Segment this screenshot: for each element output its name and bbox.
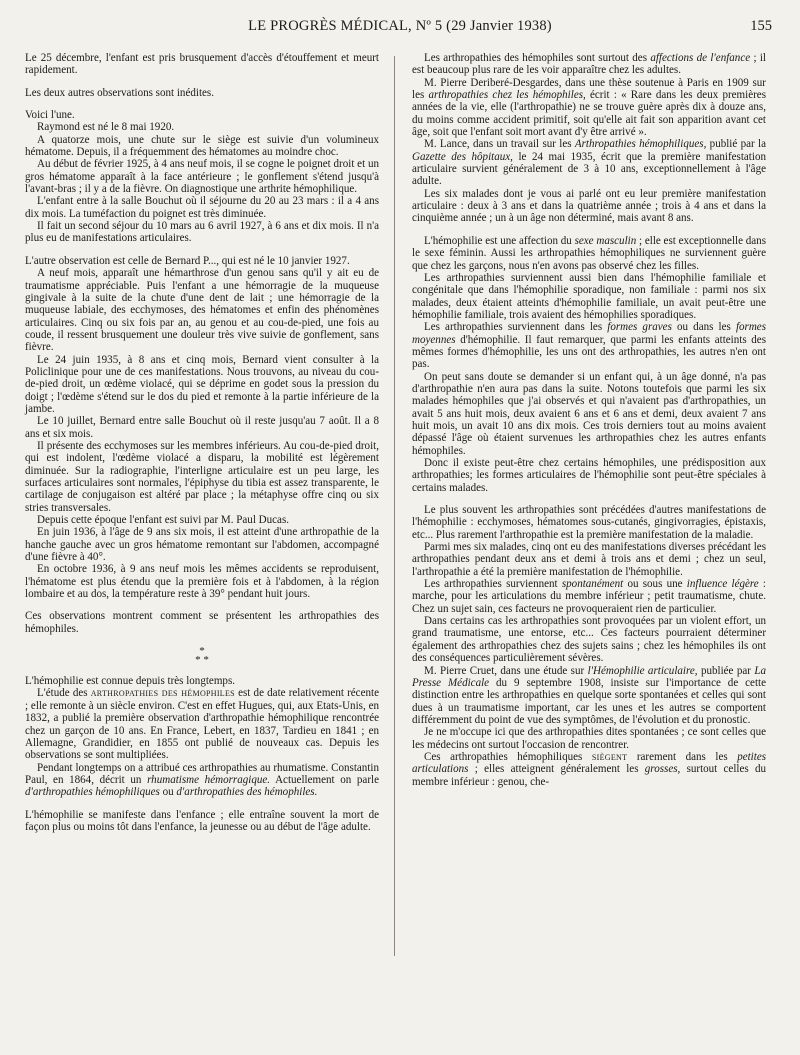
page-number: 155 — [750, 18, 772, 34]
paragraph: Donc il existe peut-être chez certains hémophiles, une prédisposition aux arthropathies; les formes articulaires de l'hémophilie sont peut-être spéciales à certains malades. — [412, 457, 766, 494]
text-run: publiée par — [700, 664, 751, 677]
paragraph: En octobre 1936, à 9 ans neuf mois les mêmes accidents se reproduisent, l'hématome est plus étendu que la première fois et à l'abdomen, à la région lombaire et au dos, la température reste à 39° pendant huit jours. — [25, 563, 379, 601]
text-run: Les arthropathies des hémophiles sont surtout des — [424, 52, 648, 64]
paragraph: L'hémophilie se manifeste dans l'enfance ; elle entraîne souvent la mort de façon plus ou moins tôt dans l'enfance, la jeunesse ou au début de l'âge adulte. — [25, 808, 379, 833]
paragraph: Le 24 juin 1935, à 8 ans et cinq mois, Bernard vient consulter à la Policlinique pour une de ces manifestations. Nous trouvons, au niveau du cou-de-pied droit, un œdème violacé, qui se déprime en godet sous la pression du doigt ; l'œdème s'étend sur le dos du pied et remonte à la partie inférieure de la jambe. — [25, 353, 379, 415]
text-run: Les arthropathies surviennent — [424, 578, 558, 591]
paragraph: En juin 1936, à l'âge de 9 ans six mois, il est atteint d'une arthropathie de la hanche gauche avec un gros hématome remontant sur l'abdomen, accompagné d'une fièvre à 40°. — [25, 526, 379, 564]
left-column — [25, 52, 379, 833]
paragraph: Depuis cette époque l'enfant est suivi par M. Paul Ducas. — [37, 514, 290, 527]
italic-term: affections de l'enfance — [650, 52, 751, 64]
paragraph: A quatorze mois, une chute sur le siège est suivie d'un volumineux hématome. Depuis, il a fréquemment des hématomes au moindre choc. — [25, 133, 379, 159]
paragraph — [412, 77, 766, 139]
text-run: ; elles atteignent généralement les — [474, 763, 639, 776]
text-run: est de date relativement récente ; elle remonte à un siècle environ. C'est en effet Hugues, qui, aux Etats-Unis, en 1832, a publié la première observation d'arthropathie hémophilique rencontrée chez un garçon de 10 ans. En France, Lebert, en 1837, Tardieu en 1841 ; en Allemagne, Grandidier, en 1855 ont publié de nouveaux cas. Depuis les observations se sont multipliées. — [25, 687, 379, 762]
paragraph: Les six malades dont je vous ai parlé ont eu leur première manifestation articulaire : deux à 3 ans et dans la quatrième année ; trois à 4 ans et dans la cinquième année ; un à un âge non déterminé, mais avant 8 ans. — [412, 187, 766, 225]
italic-term: arthropathies chez les hémophiles, — [428, 89, 586, 102]
text-run: Actuellement on parle — [275, 773, 379, 786]
italic-term: petites articulations — [412, 750, 767, 776]
paragraph — [412, 578, 766, 615]
italic-term: d'arthropathies des hémophiles. — [176, 786, 318, 799]
text-run: Les arthropathies surviennent dans les — [424, 321, 603, 334]
paragraph: Le 25 décembre, l'enfant est pris brusquement d'accès d'étouffement et meurt rapidement. — [25, 52, 379, 77]
paragraph: Le plus souvent les arthropathies sont précédées d'autres manifestations de l'hémophilie : ecchymoses, hématomes sous-cutanés, gingivorragies, épistaxis, etc... Plus rarement l'arthropathie est la première manifestation de la maladie. — [412, 504, 766, 541]
paragraph: Les arthropathies surviennent aussi bien dans l'hémophilie familiale et congénitale que dans l'hémophilie sporadique, non familiale : parmi nos six malades, deux étaient atteints d'hémophilie familiale, un avait peut-être une hémophilie familiale, trois avaient des hémophilies sporadiques. — [412, 271, 766, 321]
text-run: ; elle est exceptionnelle dans le sexe féminin. Aussi les arthropathies hémophiliques ne surviennent guère que chez les garçons, nous n'en avons pas observé chez les filles. — [412, 234, 767, 272]
paragraph: On peut sans doute se demander si un enfant qui, à un âge donné, n'a pas d'arthropathie n'en aura pas dans la suite. Notons toutefois que parmi les six malades hémophiles que j'ai observés et qui n'avaient pas d'arthropathies, un avait 5 ans huit mois, deux avaient 6 ans et 6 ans et demi, deux avaient 7 ans huit mois, un avait 10 ans dix mois. Ces trois derniers tout au moins avaient dépassé l'âge où étaient survenues les arthropathies chez les autres enfants hémophiles. — [412, 370, 766, 457]
separator-stars: * * — [195, 654, 209, 667]
italic-term: spontanément — [561, 578, 624, 591]
text-run: M. Pierre Cruet, dans une étude sur — [424, 664, 585, 677]
paragraph: Dans certains cas les arthropathies sont provoquées par un violent effort, un grand traumatisme, une entorse, etc... Ces facteurs pourraient déterminer également des arthropathies chez des sujets sains ; chez les hémophiles ils ont des conséquences particulièrement sévères. — [412, 615, 766, 665]
paragraph — [25, 687, 379, 761]
paragraph: Raymond est né le 8 mai 1920. — [37, 121, 175, 134]
paragraph: L'enfant entre à la salle Bouchut où il séjourne du 20 au 23 mars : il a 4 ans dix mois. La tuméfaction du poignet est très diminuée. — [25, 195, 379, 220]
paragraph: Les deux autres observations sont inédites. — [25, 86, 214, 99]
page-header — [24, 18, 776, 40]
paragraph: A neuf mois, apparaît une hémarthrose d'un genou sans qu'il y ait eu de traumatisme appréciable. Puis l'enfant a une hémorragie de la muqueuse gingivale à la suite de la chute d'une dent de lait ; une hémorragie de la muqueuse labiale, des ecchymoses, des hématomes et enfin des phénomènes articulaires. Cinq ou six fois par an, au genou et au cou-de-pied, une fois au coude, il ressent brusquement une douleur très vive suivie de gonflement, sans fièvre. — [25, 267, 379, 354]
italic-term: Gazette des hôpitaux, — [412, 150, 513, 163]
italic-term: formes moyennes — [412, 321, 767, 346]
text-run: rarement dans les — [636, 750, 728, 763]
italic-term: l'Hémophilie articulaire, — [587, 664, 698, 677]
paragraph: Il présente des ecchymoses sur les membres inférieurs. Au cou-de-pied droit, qui est indolent, l'œdème violacé a disparu, la mobilité est légèrement diminuée. Sur la radiographie, l'interligne articulaire est un peu large, les surfaces articulaires sont normales, l'épiphyse du tibia est assez transparente, le cartilage de conjugaison est altéré par place ; la métaphyse offre cinq ou six stries transversales. — [25, 439, 379, 514]
section-separator — [25, 647, 379, 665]
paragraph — [25, 762, 379, 799]
column-divider — [394, 56, 395, 956]
right-column — [412, 52, 766, 788]
paragraph — [412, 235, 766, 272]
paragraph — [412, 321, 766, 370]
text-run: M. Pierre Deriberé-Desgardes, dans une thèse soutenue à Paris en 1909 sur les — [412, 76, 766, 102]
text-run: Ces arthropathies hémophiliques — [424, 750, 583, 763]
text-run: ou dans les — [677, 321, 731, 334]
text-run: : marche, pour les articulations du membre inférieur ; petit traumatisme, chute. Chez un sujet sain, ces facteurs ne provoqueraient rien de particulier. — [412, 578, 766, 615]
text-run: d'hémophilie. Il faut remarquer, que parmi les enfants atteints des mêmes formes d'hémophilie, les uns ont des arthropathies, les autres n'en ont pas. — [412, 333, 766, 371]
small-caps-term: siègent — [591, 750, 628, 763]
italic-term: formes graves — [607, 321, 672, 334]
paragraph: Parmi mes six malades, cinq ont eu des manifestations diverses précédant les arthropathies pendant deux ans et demi à trois ans et demi ; chez un seul, l'arthropathie a été la première manifestation de l'hémophilie. — [412, 541, 766, 578]
paragraph — [412, 751, 766, 788]
text-run: M. Lance, dans un travail sur les — [424, 138, 572, 151]
italic-term: sexe masculin — [574, 234, 637, 247]
text-run: ; il est beaucoup plus rare de les voir apparaître chez les adultes. — [412, 52, 766, 77]
paragraph — [412, 665, 766, 727]
paragraph: Le 10 juillet, Bernard entre salle Bouchut où il reste jusqu'au 7 août. Il a 8 ans et six mois. — [25, 415, 379, 440]
separator-star: * — [199, 645, 205, 658]
italic-term: rhumatisme hémorragique. — [147, 773, 271, 786]
italic-term: La Presse Médicale — [412, 664, 767, 689]
paragraph: Je ne m'occupe ici que des arthropathies dites spontanées ; ce sont celles que les médecins ont surtout l'occasion de rencontrer. — [412, 726, 766, 751]
text-run: écrit : « Rare dans les deux premières années de la vie, elle (l'arthropathie) ne se trouve guère après dix à douze ans, du moins comme accident primitif, soit qu'elle ait fait son apparition avant cet âge, soit que l'enfant soit mort avant d'y être arrivé ». — [412, 89, 766, 139]
text-run: surtout celles du membre inférieur : genou, che- — [412, 763, 766, 788]
text-run: L'étude des — [37, 687, 88, 700]
text-run: ou — [162, 786, 174, 799]
text-run: L'hémophilie est une affection du — [424, 234, 572, 247]
paragraph — [412, 138, 766, 187]
text-run: publié par la — [709, 138, 767, 151]
text-run: du 9 septembre 1908, insiste sur l'importance de cette distinction entre les arthropathies en quelque sorte spontanées et celles qui sont dues à un traumatisme important, car les unes et les autres se comportent différemment du point de vue des symptômes, de l'évolution et du pronostic. — [412, 676, 767, 726]
text-run: Pendant longtemps on a attribué ces arthropathies au rhumatisme. Constantin Paul, en 1864, décrit un — [25, 761, 379, 786]
journal-title: LE PROGRÈS MÉDICAL, Nº 5 (29 Janvier 1938) — [248, 18, 552, 34]
paragraph — [412, 52, 766, 77]
text-run: le 24 mai 1935, écrit que la première manifestation articulaire survient généralement de 3 à 10 ans, exceptionnellement à l'âge adulte. — [412, 150, 766, 188]
paragraph: Il fait un second séjour du 10 mars au 6 avril 1927, à 6 ans et dix mois. Il n'a plus eu de manifestations articulaires. — [25, 220, 379, 245]
text-run: ou sous une — [627, 578, 683, 591]
paragraph: Ces observations montrent comment se présentent les arthropathies des hémophiles. — [25, 610, 379, 635]
small-caps-term: arthropathies des hémophiles — [90, 687, 235, 700]
paragraph: Au début de février 1925, à 4 ans neuf mois, il se cogne le poignet droit et un gros hématome apparaît à la face antérieure ; le gonflement s'étend jusqu'à l'avant-bras ; il y a de la fièvre. On diagnostique une arthrite hémophilique. — [25, 158, 379, 196]
paragraph: L'autre observation est celle de Bernard P..., qui est né le 10 janvier 1927. — [25, 254, 350, 267]
paragraph: Voici l'une. — [25, 109, 75, 122]
italic-term: Arthropathies hémophiliques, — [574, 138, 707, 151]
paragraph: L'hémophilie est connue depuis très longtemps. — [25, 675, 235, 688]
italic-term: influence légère — [686, 578, 759, 591]
italic-term: grosses, — [644, 763, 681, 776]
italic-term: d'arthropathies hémophiliques — [25, 786, 160, 799]
